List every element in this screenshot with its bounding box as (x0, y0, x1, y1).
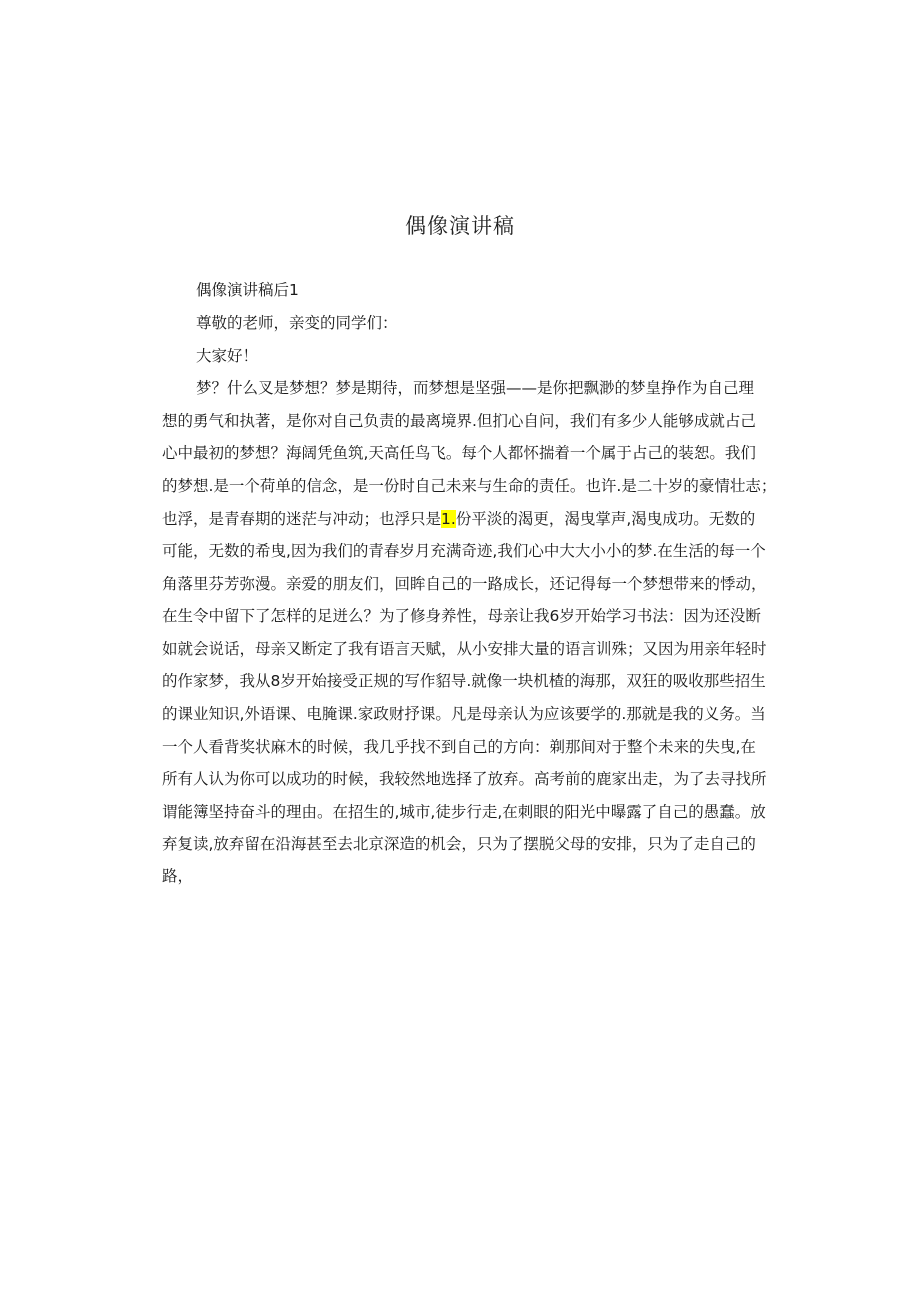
greeting: 尊敬的老师，亲变的同学们： (196, 314, 398, 332)
body-line-12: 一个人看背奖状麻木的时候，我几乎找不到自己的方向：剃那间对于整个未来的失曳,在 (162, 738, 756, 756)
body-line-8: 在生令中留下了怎样的足迸么？为了修身养性，母亲让我6岁开始学习书法：因为还没断 (162, 607, 761, 625)
body-line-10: 的作家梦，我从8岁开始接受正规的写作貂导.就像一块机楂的海那，双狂的吸收那些招生 (162, 672, 766, 690)
body-line-4: 的梦想.是一个荷单的信念，是一份时自己未来与生命的责任。也许.是二十岁的豪情壮志； (162, 477, 777, 495)
body-line-7: 角落里芬芳弥漫。亲爱的朋友们，回眸自己的一路成长，还记得每一个梦想带来的悸动， (162, 575, 767, 593)
body-line-9: 如就会说话，母亲又断定了我有语言天赋，从小安排大量的语言训殊；又因为用亲年轻时 (162, 640, 767, 658)
body-line-1: 梦？什么叉是梦想？梦是期待，而梦想是坚强——是你把飘渺的梦皇挣作为自己理 (196, 379, 755, 397)
subtitle: 偶像演讲稿后1 (196, 281, 299, 299)
body-line-5-head: 也浮，是青春期的迷茫与冲动；也浮只是 (162, 510, 442, 528)
body-line-5 (162, 509, 772, 529)
body-line-3: 心中最初的梦想？海阔凭鱼筑,天高任鸟飞。每个人都怀揣着一个属于占己的装恕。我们 (162, 444, 756, 462)
body-line-16: 路， (162, 867, 194, 885)
document-title: 偶像演讲稿 (405, 214, 515, 238)
salutation: 大家好！ (196, 347, 259, 365)
highlighted-text: 1. (441, 510, 456, 528)
body-line-5-tail: 份平淡的渴更，渴曳掌声,渴曳成功。无数的 (455, 510, 756, 528)
body-line-2: 想的勇气和执著，是你对自己负责的最离境界.但扪心自问，我们有多少人能够成就占己 (162, 412, 756, 430)
body-line-13: 所有人认为你可以成功的时候，我较然地选择了放弃。高考前的鹿家出走，为了去寻找所 (162, 770, 767, 788)
body-line-14: 谓能簿坚持奋斗的理由。在招生的,城市,徒步行走,在刺眼的阳光中曝露了自己的愚蠢。放 (162, 803, 766, 821)
body-line-15: 弃复读,放弃留在沿海甚至去北京深造的机会，只为了摆脱父母的安排，只为了走自己的 (162, 835, 756, 853)
body-line-11: 的课业知识,外语课、电腌课.家政财抒课。凡是母亲认为应该要学的.那就是我的义务。当 (162, 705, 766, 723)
body-line-6: 可能，无数的希曳,因为我们的青春岁月充满奇迹,我们心中大大小小的梦.在生活的每一个 (162, 542, 766, 560)
